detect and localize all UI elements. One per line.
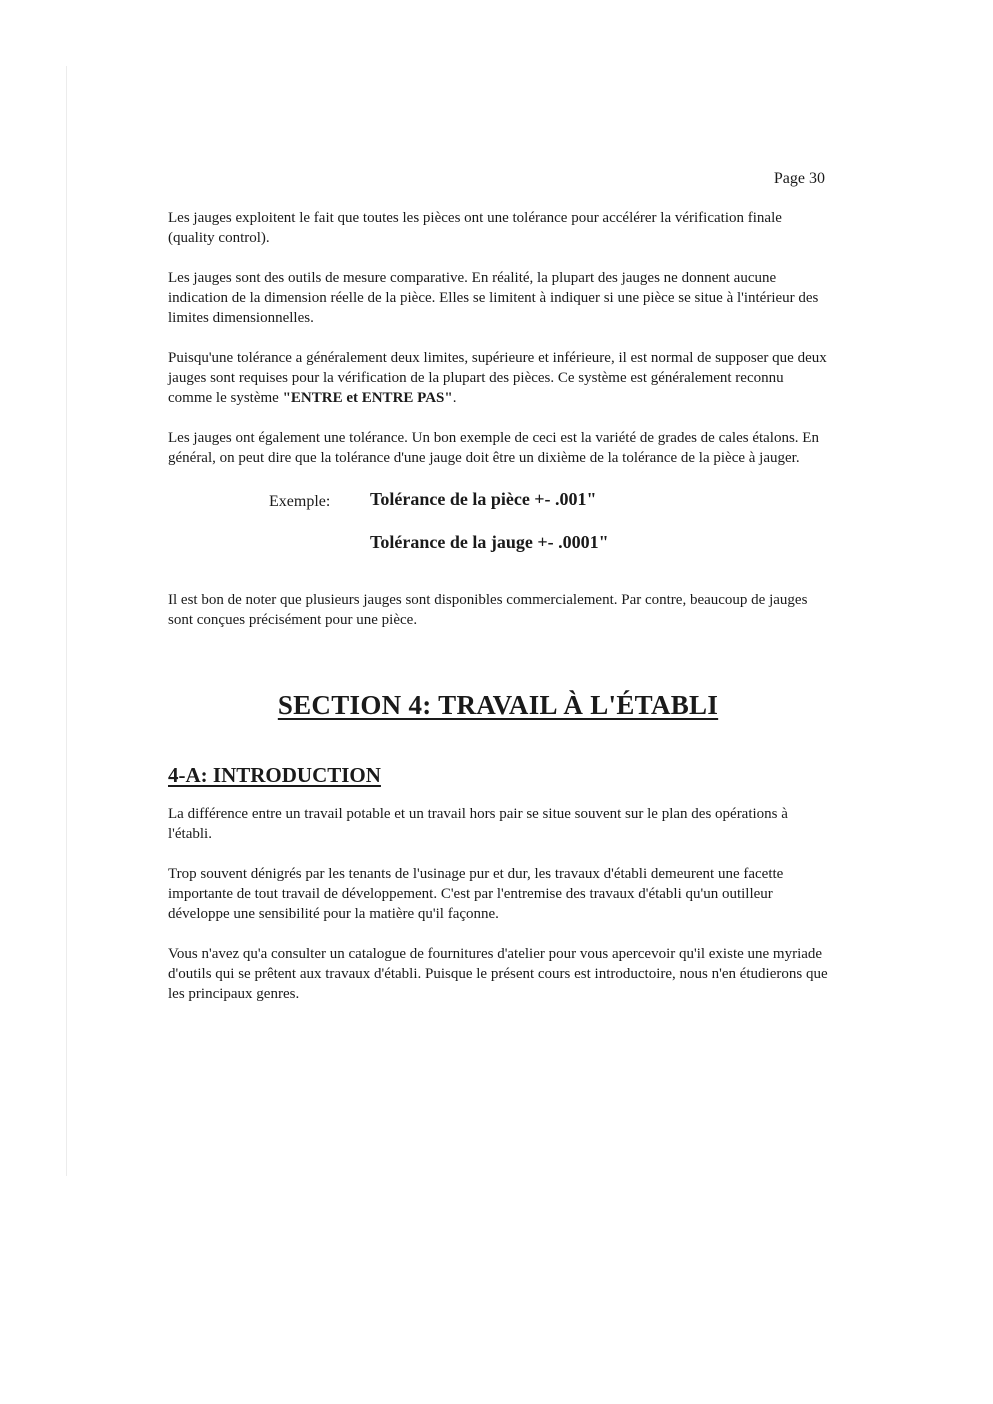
subsection-title: 4-A: INTRODUCTION [168,763,381,787]
example-label: Exemple: [269,493,331,510]
example-piece-tolerance: Tolérance de la pièce +- .001" [370,489,597,509]
example-block [168,488,828,576]
paragraph-tolerance-jauges: Les jauges ont également une tolérance. Un bon exemple de ceci est la variété de grades de cales étalons. En général, on peut dire que la tolérance d'une jauge doit être un dixième de la tolérance de la pièce à jauger. [168,430,819,466]
section-title: SECTION 4: TRAVAIL À L'ÉTABLI [277,690,719,720]
paragraph-introduction-2: Trop souvent dénigrés par les tenants de l'usinage pur et dur, les travaux d'établi demeurent une facette importante de tout travail de développement. C'est par l'entremise des travaux d'établi qu'un outilleur développe une sensibilité pour la matière qu'il façonne. [168,866,784,922]
page-margin-line [66,66,67,1176]
page-number: Page 30 [773,170,825,187]
paragraph-mesure-comparative: Les jauges sont des outils de mesure comparative. En réalité, la plupart des jauges ne donnent aucune indication de la dimension réelle de la pièce. Elles se limitent à indiquer si une pièce se situe à l'intérieur des limites dimensionnelles. [168,270,819,326]
paragraph-jauges-tolerance: Les jauges exploitent le fait que toutes les pièces ont une tolérance pour accélérer la vérification finale (quality control). [168,210,782,246]
paragraph-end: . [452,390,457,406]
paragraph-jauges-commerciales: Il est bon de noter que plusieurs jauges sont disponibles commercialement. Par contre, beaucoup de jauges sont conçues précisément pour une pièce. [168,592,808,628]
paragraph-introduction-3: Vous n'avez qu'a consulter un catalogue de fournitures d'atelier pour vous apercevoir qu'il existe une myriade d'outils qui se prêtent aux travaux d'établi. Puisque le présent cours est introductoire, nous n'en étudierons que les principaux genres. [168,946,828,1002]
paragraph-entre-entre-pas [168,348,828,408]
paragraph-text: Puisqu'une tolérance a généralement deux limites, supérieure et inférieure, il est normal de supposer que deux jauges sont requises pour la vérification de la plupart des pièces. Ce système est généralement reconnu comme le système [168,350,827,406]
paragraph-introduction-1: La différence entre un travail potable et un travail hors pair se situe souvent sur le plan des opérations à l'établi. [168,806,788,842]
example-jauge-tolerance: Tolérance de la jauge +- .0001" [370,532,609,552]
entre-entre-pas-term: "ENTRE et ENTRE PAS" [282,390,453,406]
document-body [168,208,828,1024]
